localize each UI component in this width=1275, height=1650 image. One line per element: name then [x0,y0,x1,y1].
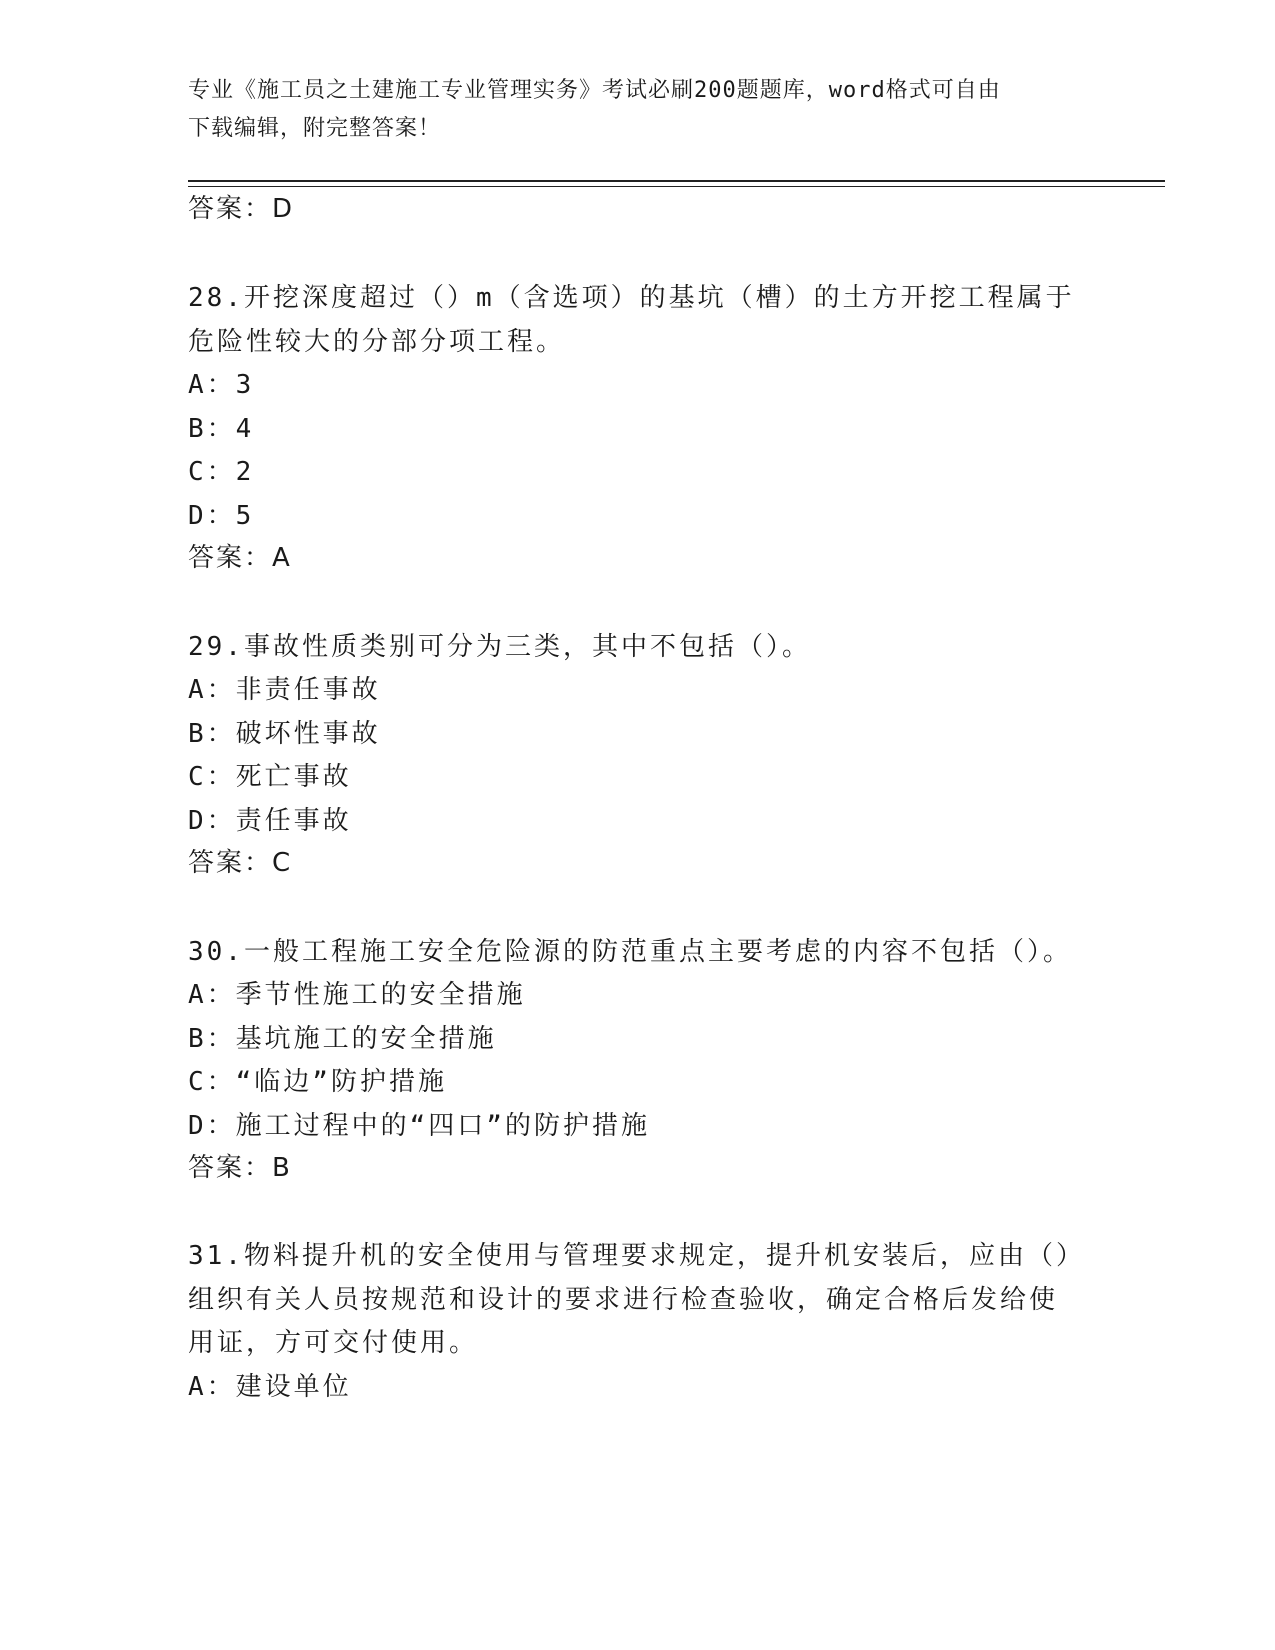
question-29-option-c: C：死亡事故 [188,762,352,792]
question-29-option-b: B：破坏性事故 [188,719,381,749]
question-28-option-d: D：5 [188,501,255,531]
header-line-2: 下载编辑，附完整答案！ [188,116,442,141]
question-31-stem-line-3: 用证，方可交付使用。 [188,1328,479,1358]
question-30-option-d: D：施工过程中的“四口”的防护措施 [188,1111,650,1141]
question-28-answer: 答案：A [188,543,292,573]
document-header [188,72,1088,148]
question-29-answer: 答案：C [188,848,293,878]
question-28-option-a: A：3 [188,370,255,400]
question-30-option-b: B：基坑施工的安全措施 [188,1024,497,1054]
question-31-stem-line-1: 31.物料提升机的安全使用与管理要求规定，提升机安装后，应由（） [188,1241,1085,1271]
question-30-answer: 答案：B [188,1153,292,1183]
question-28-stem-line-2: 危险性较大的分部分项工程。 [188,327,566,357]
question-30-option-c: C：“临边”防护措施 [188,1067,447,1097]
question-28-option-b: B：4 [188,414,255,444]
question-29-stem-line-1: 29.事故性质类别可分为三类，其中不包括（）。 [188,632,811,662]
answer-previous: 答案：D [188,194,295,224]
question-31-option-a: A：建设单位 [188,1372,352,1402]
header-divider-thin [188,186,1165,187]
header-divider-thick [188,180,1165,182]
header-line-1: 专业《施工员之土建施工专业管理实务》考试必刷200题题库，word格式可自由 [188,78,1001,103]
question-28-option-c: C：2 [188,457,255,487]
question-28-stem-line-1: 28.开挖深度超过（）m（含选项）的基坑（槽）的土方开挖工程属于 [188,283,1075,313]
question-31-stem-line-2: 组织有关人员按规范和设计的要求进行检查验收，确定合格后发给使 [188,1285,1059,1315]
question-29-option-d: D：责任事故 [188,806,352,836]
question-29-option-a: A：非责任事故 [188,675,381,705]
question-30-option-a: A：季节性施工的安全措施 [188,980,526,1010]
question-30-stem-line-1: 30.一般工程施工安全危险源的防范重点主要考虑的内容不包括（）。 [188,937,1072,967]
